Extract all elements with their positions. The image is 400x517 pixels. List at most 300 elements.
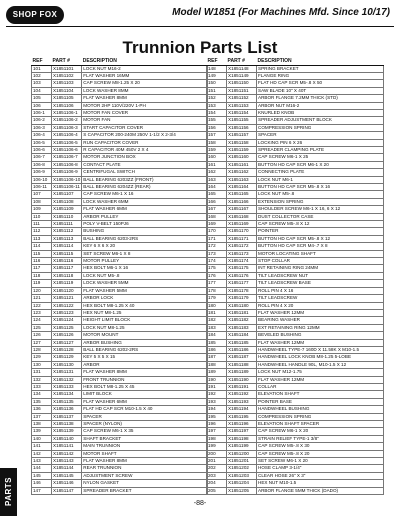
ref-cell: 205 [207, 487, 227, 494]
part-number-cell: X1851135 [52, 398, 82, 405]
ref-cell: 197 [207, 428, 227, 435]
ref-cell: 167 [207, 206, 227, 213]
table-row [207, 198, 384, 205]
ref-cell: 177 [207, 280, 227, 287]
description-cell: LOCKING PIN 6 X 26 [257, 139, 384, 146]
table-row [207, 154, 384, 161]
part-number-cell: X1851203 [227, 472, 257, 479]
description-cell: ARBOR PULLEY [82, 213, 208, 220]
part-number-cell: X1851106-10 [53, 176, 81, 182]
part-number-cell: X1851205 [227, 487, 257, 494]
description-cell: FLAT HD CAP SCR M10-1.5 X 40 [82, 406, 208, 413]
ref-cell: 194 [207, 406, 227, 413]
parts-side-tab [0, 468, 17, 516]
description-cell: ARBOR NUT M16-2 [257, 102, 384, 109]
ref-cell: 101 [32, 65, 52, 72]
ref-cell: 130 [32, 361, 52, 368]
table-row [32, 383, 208, 390]
description-cell: ELEVATION SHAFT SPACER [257, 421, 384, 428]
table-row [32, 72, 208, 79]
ref-header: REF [207, 58, 227, 65]
table-row [207, 161, 384, 168]
part-number-cell: X1851152 [227, 95, 257, 102]
description-cell: ARBOR [82, 361, 208, 368]
part-number-cell: X1851129 [52, 354, 82, 361]
table-row [207, 428, 384, 435]
table-row [207, 235, 384, 242]
ref-cell: 152 [207, 95, 227, 102]
parts-table-right [206, 58, 384, 495]
description-cell: HEX NUT M10-1.5 [257, 480, 384, 487]
description-cell: BALL BEARING 6204ZZ (REAR) [82, 184, 208, 191]
part-number-cell: X1851189 [227, 369, 257, 376]
table-row [207, 228, 384, 235]
ref-cell: 190 [207, 376, 227, 383]
description-cell: STRAIN RELIEF TYPE-1 3/8" [257, 435, 384, 442]
description-cell: SHAFT BRACKET [82, 435, 208, 442]
part-number-cell: X1851169 [227, 221, 257, 228]
part-number-cell: X1851164 [227, 184, 257, 191]
description-cell: INT RETAINING RING 24MM [257, 265, 384, 272]
description-cell: CAP SCREW M6-1 X 20 [257, 428, 384, 435]
description-cell: LOCK NUT M8-1.25 [82, 324, 208, 331]
part-number-cell: X1851117 [52, 265, 82, 272]
description-header: DESCRIPTION [257, 58, 384, 65]
part-number-cell: X1851182 [227, 317, 257, 324]
table-row [207, 443, 384, 450]
description-cell: REAR TRUNNION [82, 465, 208, 472]
table-row [207, 221, 384, 228]
part-number-cell: X1851127 [52, 339, 82, 346]
ref-cell: 157 [207, 132, 227, 139]
table-row [32, 413, 208, 420]
table-row [207, 480, 384, 487]
part-number-cell: X1851107 [52, 191, 82, 198]
part-number-cell: X1851199 [227, 443, 257, 450]
ref-cell: 186 [207, 346, 227, 353]
table-row [207, 324, 384, 331]
table-row [207, 354, 384, 361]
description-cell: ARBOR LOCK [82, 295, 208, 302]
ref-cell: 178 [207, 287, 227, 294]
part-header: PART # [227, 58, 257, 65]
table-row [32, 243, 208, 250]
ref-cell: 108 [32, 198, 52, 205]
description-cell: ROLL PIN 4 X 16 [257, 287, 384, 294]
part-number-cell: X1851102 [52, 72, 82, 79]
description-cell: FLAT WASHER 12MM [257, 339, 384, 346]
ref-cell: 204 [207, 480, 227, 487]
description-cell: START CAPACITOR COVER [82, 124, 208, 131]
table-row [207, 406, 384, 413]
description-cell: CONNECTING PLATE [257, 169, 384, 176]
part-number-cell: X1851106-5 [52, 139, 82, 146]
table-row [207, 413, 384, 420]
part-number-cell: X1851122 [52, 302, 82, 309]
part-number-cell: X1851130 [52, 361, 82, 368]
description-cell: TILT LEADSCREW [257, 295, 384, 302]
ref-cell: 110 [32, 213, 52, 220]
table-row [32, 206, 208, 213]
table-row [32, 287, 208, 294]
description-cell: CAP SCREW M5-.8 X 20 [257, 450, 384, 457]
part-number-cell: X1851132 [52, 376, 82, 383]
description-cell: LOCK WASHER 8MM [82, 87, 208, 94]
ref-cell: 111 [32, 221, 52, 228]
description-cell: COMPRESSION SPRING [257, 124, 384, 131]
ref-cell: 170 [207, 228, 227, 235]
part-number-cell: X1851125 [52, 324, 82, 331]
part-number-cell: X1851148 [227, 65, 257, 72]
table-row [207, 139, 384, 146]
description-cell: LOCK WASHER 5MM [82, 280, 208, 287]
description-cell: DUST COLLECTOR CASE [257, 213, 384, 220]
ref-cell: 199 [207, 443, 227, 450]
parts-table-left [31, 58, 208, 495]
description-cell: KEY 6 X 6 X 20 [82, 243, 208, 250]
ref-cell: 163 [207, 176, 227, 183]
ref-cell: 134 [32, 391, 52, 398]
description-cell: SHOULDER SCREW M6-1 X 16, 6 X 12 [257, 206, 384, 213]
table-row [32, 421, 208, 428]
table-header-row [32, 58, 208, 65]
table-row [32, 458, 208, 465]
ref-cell: 193 [207, 398, 227, 405]
table-row [207, 317, 384, 324]
description-cell: MOTOR 2HP 110V/220V 1-PH [82, 102, 208, 109]
description-cell: HEX BOLT M8-1.25 X 40 [82, 302, 208, 309]
description-cell: EXTENSION SPRING [257, 198, 384, 205]
table-row [32, 428, 208, 435]
part-number-cell: X1851118 [52, 272, 82, 279]
description-cell: SPACER [257, 132, 384, 139]
ref-cell: 131 [32, 369, 52, 376]
part-number-cell: X1851106 [52, 102, 82, 109]
ref-cell: 165 [207, 191, 227, 198]
part-number-cell: X1851131 [52, 369, 82, 376]
part-number-cell: X1851123 [52, 309, 82, 316]
description-cell: MOTOR LOCATING SHAFT [257, 250, 384, 257]
table-row [207, 191, 384, 198]
part-number-cell: X1851119 [52, 280, 82, 287]
table-row [207, 258, 384, 265]
part-number-cell: X1851106-4 [52, 132, 82, 139]
part-header: PART # [52, 58, 82, 65]
part-number-cell: X1851204 [227, 480, 257, 487]
table-row [207, 472, 384, 479]
part-number-cell: X1851188 [227, 361, 257, 368]
ref-cell: 127 [32, 339, 52, 346]
ref-cell: 118 [32, 272, 52, 279]
page-title: Trunnion Parts List [122, 38, 278, 57]
part-number-cell: X1851141 [52, 443, 82, 450]
part-number-cell: X1851106-2 [52, 117, 82, 124]
description-cell: CENTRIFUGAL SWITCH [82, 169, 208, 176]
ref-cell: 139 [32, 428, 52, 435]
ref-cell: 160 [207, 154, 227, 161]
description-cell: SPREADER ADJUSTMENT BLOCK [257, 117, 384, 124]
table-row [207, 458, 384, 465]
ref-cell: 185 [207, 339, 227, 346]
description-cell: FLAT WASHER 8MM [82, 95, 208, 102]
description-cell: CAP SCREW M8-1.25 X 20 [82, 80, 208, 87]
description-header: DESCRIPTION [82, 58, 208, 65]
table-row [32, 87, 208, 94]
ref-cell: 151 [207, 87, 227, 94]
table-row [207, 361, 384, 368]
description-cell: LOCK NUT M16-2 [82, 65, 208, 72]
part-number-cell: X1851136 [52, 406, 82, 413]
ref-cell: 184 [207, 332, 227, 339]
ref-cell: 200 [207, 450, 227, 457]
part-number-cell: X1851191 [227, 383, 257, 390]
table-row [207, 309, 384, 316]
ref-cell: 144 [32, 465, 52, 472]
ref-cell: 123 [32, 309, 52, 316]
ref-cell: 102 [32, 72, 52, 79]
ref-cell: 148 [207, 65, 227, 72]
shop-fox-logo: SHOP FOX [6, 6, 64, 24]
part-number-cell: X1851202 [227, 465, 257, 472]
ref-cell: 149 [207, 72, 227, 79]
description-cell: POLY V-BELT 150PJ6 [82, 221, 208, 228]
table-row [207, 206, 384, 213]
table-row [207, 243, 384, 250]
part-number-cell: X1851111 [52, 221, 82, 228]
ref-cell: 126 [32, 332, 52, 339]
table-row [32, 361, 208, 368]
description-cell: CAP SCREW M6-1 X 16 [82, 191, 208, 198]
page-header [6, 6, 394, 26]
table-row [32, 109, 208, 116]
table-row [207, 435, 384, 442]
ref-cell: 169 [207, 221, 227, 228]
ref-cell: 198 [207, 435, 227, 442]
part-number-cell: X1851192 [227, 391, 257, 398]
part-number-cell: X1851170 [227, 228, 257, 235]
ref-cell: 191 [207, 383, 227, 390]
ref-cell: 106-4 [32, 132, 52, 139]
table-row [32, 221, 208, 228]
ref-cell: 140 [32, 435, 52, 442]
description-cell: SET SCREW M6-1 X 20 [257, 458, 384, 465]
ref-cell: 106-3 [32, 124, 52, 131]
table-row [32, 450, 208, 457]
table-row [32, 465, 208, 472]
description-cell: CAP SCREW M6-1 X 25 [257, 154, 384, 161]
ref-cell: 153 [207, 102, 227, 109]
ref-cell: 105 [32, 95, 52, 102]
description-cell: FLAT WASHER 8MM [82, 369, 208, 376]
description-cell: FLAT WASHER 12MM [257, 376, 384, 383]
part-number-cell: X1851116 [52, 258, 82, 265]
part-number-cell: X1851174 [227, 258, 257, 265]
part-number-cell: X1851185 [227, 339, 257, 346]
table-row [207, 465, 384, 472]
description-cell: BUSHING [82, 228, 208, 235]
part-number-cell: X1851138 [52, 421, 82, 428]
description-cell: SPREADER CLAMPING PLATE [257, 146, 384, 153]
part-number-cell: X1851112 [52, 228, 82, 235]
ref-cell: 192 [207, 391, 227, 398]
part-number-cell: X1851146 [52, 480, 82, 487]
table-row [32, 198, 208, 205]
ref-cell: 179 [207, 295, 227, 302]
part-number-cell: X1851109 [52, 206, 82, 213]
table-row [32, 369, 208, 376]
part-number-cell: X1851158 [227, 139, 257, 146]
part-number-cell: X1851137 [52, 413, 82, 420]
ref-cell: 189 [207, 369, 227, 376]
ref-cell: 188 [207, 361, 227, 368]
table-row [32, 435, 208, 442]
part-number-cell: X1851114 [52, 243, 82, 250]
part-number-cell: X1851187 [227, 354, 257, 361]
description-cell: FLAT WASHER 5MM [82, 287, 208, 294]
table-row [207, 287, 384, 294]
part-number-cell: X1851149 [227, 72, 257, 79]
description-cell: STOP COLLAR [257, 258, 384, 265]
description-cell: FLAT WASHER 12MM [257, 309, 384, 316]
table-row [32, 124, 208, 131]
description-cell: S CAPACITOR 200-240M 250V 1-1/2 X 2-3/4 [82, 132, 208, 139]
ref-cell: 128 [32, 346, 52, 353]
table-row [32, 139, 208, 146]
table-row [32, 302, 208, 309]
ref-cell: 107 [32, 191, 52, 198]
part-number-cell: X1851175 [227, 265, 257, 272]
part-number-cell: X1851147 [52, 487, 82, 494]
part-number-cell: X1851145 [52, 472, 82, 479]
ref-cell: 109 [32, 206, 52, 213]
ref-cell: 116 [32, 258, 52, 265]
part-number-cell: X1851104 [52, 87, 82, 94]
part-number-cell: X1851160 [227, 154, 257, 161]
description-cell: LOCK NUT M6-1 [257, 176, 384, 183]
ref-cell: 106-2 [32, 117, 52, 124]
description-cell: FLAT WASHER 8MM [82, 458, 208, 465]
part-number-cell: X1851106-3 [52, 124, 82, 131]
part-number-cell: X1851173 [227, 250, 257, 257]
part-number-cell: X1851113 [52, 235, 82, 242]
ref-cell: 164 [207, 184, 227, 191]
ref-cell: 155 [207, 117, 227, 124]
table-row [32, 235, 208, 242]
description-cell: BALL BEARING 6203ZZ (FRONT) [82, 176, 208, 183]
description-cell: FLANGE RING [257, 72, 384, 79]
table-row [32, 154, 208, 161]
ref-cell: 133 [32, 383, 52, 390]
ref-cell: 142 [32, 450, 52, 457]
description-cell: LOCK NUT M5-.8 [257, 191, 384, 198]
part-number-cell: X1851133 [52, 383, 82, 390]
table-row [32, 132, 208, 139]
ref-cell: 187 [207, 354, 227, 361]
description-cell: ARBOR BUSHING [82, 339, 208, 346]
table-row [32, 332, 208, 339]
ref-cell: 141 [32, 443, 52, 450]
ref-cell: 136 [32, 406, 52, 413]
part-number-cell: X1851126 [52, 332, 82, 339]
ref-cell: 173 [207, 250, 227, 257]
ref-cell: 176 [207, 272, 227, 279]
table-header-row [207, 58, 384, 65]
table-row [207, 72, 384, 79]
description-cell: SAW BLADE 10" X 40T [257, 87, 384, 94]
description-cell: TILT LEADSCREW BASE [257, 280, 384, 287]
ref-cell: 156 [207, 124, 227, 131]
description-cell: HOSE CLAMP 3-1/4" [257, 465, 384, 472]
table-row [207, 109, 384, 116]
part-number-cell: X1851163 [227, 176, 257, 183]
description-cell: POINTER BASE [257, 398, 384, 405]
description-cell: HANDWHEEL HANDLE 90L, M10-1.5 X 12 [257, 361, 384, 368]
description-cell: SPRING BRACKET [257, 65, 384, 72]
table-row [32, 184, 208, 191]
description-cell: CLEAR HOSE 26" X 3" [257, 472, 384, 479]
description-cell: FRONT TRUNNION [82, 376, 208, 383]
description-cell: HEX BOLT M6-1 X 16 [82, 265, 208, 272]
table-row [32, 346, 208, 353]
description-cell: RUN CAPACITOR COVER [82, 139, 208, 146]
description-cell: COLLAR [257, 383, 384, 390]
table-row [32, 317, 208, 324]
part-number-cell: X1851184 [227, 332, 257, 339]
ref-cell: 124 [32, 317, 52, 324]
part-number-cell: X1851121 [52, 295, 82, 302]
part-number-cell: X1851106-8 [52, 161, 82, 168]
part-number-cell: X1851106-11 [53, 184, 80, 189]
description-cell: NYLON GASKET [82, 480, 208, 487]
ref-cell: 129 [32, 354, 52, 361]
table-row [207, 184, 384, 191]
part-number-cell: X1851150 [227, 80, 257, 87]
part-number-cell: X1851166 [227, 198, 257, 205]
part-number-cell: X1851103 [52, 80, 82, 87]
description-cell: FLAT WASHER 6MM [82, 206, 208, 213]
part-number-cell: X1851183 [227, 324, 257, 331]
ref-cell: 106-8 [32, 161, 52, 168]
part-number-cell: X1851201 [227, 458, 257, 465]
description-cell: ELEVATION SHAFT [257, 391, 384, 398]
ref-cell: 202 [207, 465, 227, 472]
description-cell: COMPRESSION SPRING [257, 413, 384, 420]
description-cell: MOTOR FAN COVER [82, 109, 208, 116]
table-row [207, 65, 384, 72]
ref-cell: 122 [32, 302, 52, 309]
part-number-cell: X1851106-9 [52, 169, 82, 176]
description-cell: CAP SCREW M5-.8 X 30 [257, 443, 384, 450]
ref-cell: 104 [32, 87, 52, 94]
part-number-cell: X1851101 [52, 65, 82, 72]
part-number-cell: X1851159 [227, 146, 257, 153]
description-cell: BUTTON HD CAP SCR M4-.7 X 8 [257, 243, 384, 250]
ref-cell: 196 [207, 421, 227, 428]
description-cell: BUTTON HD CAP SCR M5-.8 X 16 [257, 184, 384, 191]
part-number-cell: X1851154 [227, 109, 257, 116]
description-cell: LOCK NUT M5-.8 [82, 272, 208, 279]
ref-cell: 125 [32, 324, 52, 331]
part-number-cell: X1851156 [227, 124, 257, 131]
ref-cell: 159 [207, 146, 227, 153]
table-row [207, 102, 384, 109]
ref-cell: 106-6 [32, 146, 52, 153]
table-row [207, 346, 384, 353]
table-row [32, 250, 208, 257]
description-cell: HANDWHEEL TYPE-7 160D X 11.58K X M10-1.5 [257, 346, 384, 353]
part-number-cell: X1851178 [227, 287, 257, 294]
description-cell: CAP SCREW M6-1 X 35 [82, 428, 208, 435]
